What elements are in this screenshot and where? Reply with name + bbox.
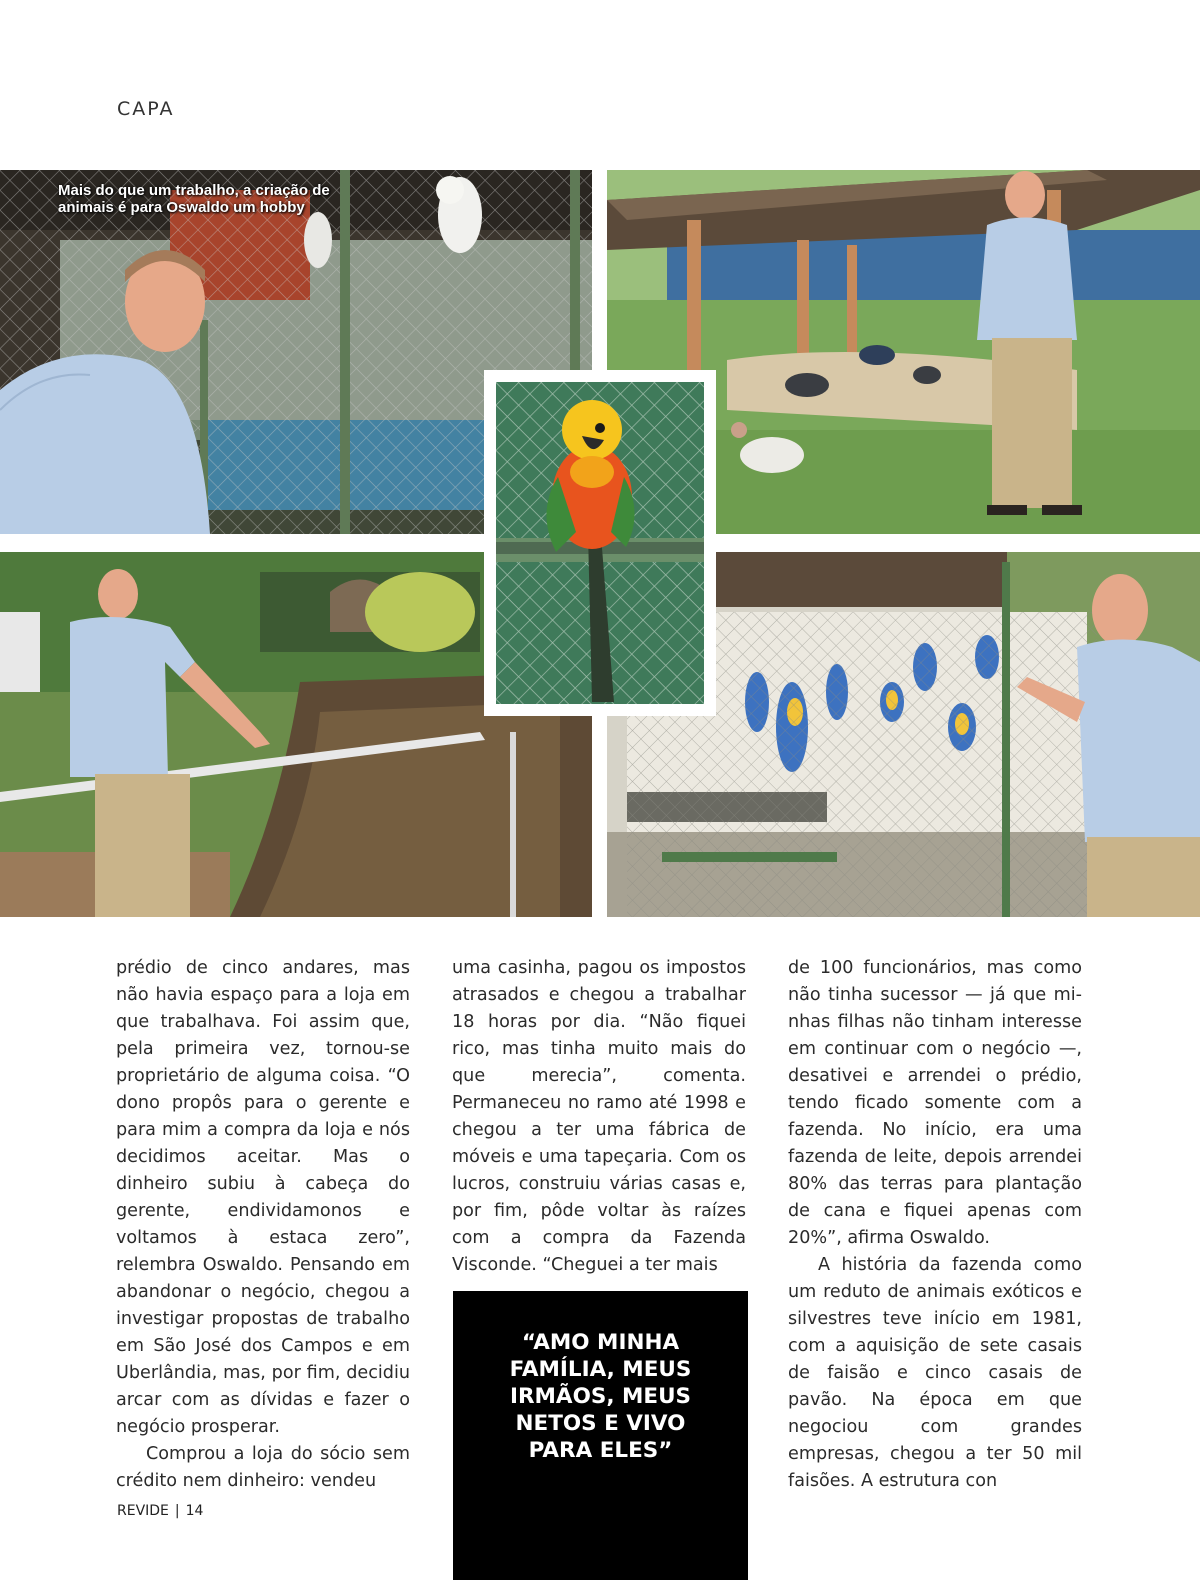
- magazine-name: REVIDE: [117, 1503, 169, 1519]
- footer-separator: |: [174, 1503, 180, 1519]
- page-footer: [117, 1503, 203, 1519]
- article-column-1: [116, 955, 410, 1495]
- article-column-3: [788, 955, 1082, 1495]
- section-label: CAPA: [117, 98, 175, 120]
- paragraph: A história da fazenda como um reduto de animais exóticos e silvestres teve início em 1981, com a aquisição de sete casais de faisão e cinco casais de pavão. Na época em que negociou com grandes empresas, chegou a ter 50 mil faisões. A estrutura con: [788, 1255, 1082, 1491]
- paragraph: prédio de cinco andares, mas não havia espaço para a loja em que trabalhava. Foi assim que, pela primeira vez, tornou-se proprietário de alguma coisa. “O dono propôs para o gerente e para mim a compra da loja e nós decidimos aceitar. Mas o dinheiro subiu à cabeça do gerente, endividamonos e voltamos à estaca zero”, relembra Oswaldo. Pensando em abandonar o negócio, chegou a investigar propostas de trabalho em São José dos Campos e em Uberlândia, mas, por fim, decidiu arcar com as dívidas e fazer o negócio prosperar.: [116, 958, 410, 1437]
- page-number: 14: [185, 1503, 204, 1519]
- pull-quote: “AMO MINHA FAMÍLIA, MEUS IRMÃOS, MEUS NETOS E VIVO PARA ELES”: [453, 1291, 748, 1580]
- article-column-2: [452, 955, 746, 1279]
- photo-parrot: [484, 370, 716, 716]
- photo-caption: Mais do que um trabalho, a criação de animais é para Oswaldo um hobby: [58, 182, 330, 216]
- paragraph: de 100 funcionários, mas como não tinha sucessor — já que minhas filhas não tinham interesse em continuar com o negócio —, desativei e arrendei o prédio, tendo ficado somente com a fazenda. No início, era uma fazenda de leite, depois arrendei 80% das terras para plantação de cana e fiquei apenas com 20%”, afirma Oswaldo.: [788, 958, 1082, 1248]
- paragraph: uma casinha, pagou os impostos atrasados e chegou a trabalhar 18 horas por dia. “Não fiquei rico, mas tinha muito mais do que merecia”, comenta. Permaneceu no ramo até 1998 e chegou a ter uma fábrica de móveis e uma tapeçaria. Com os lucros, construiu várias casas e, por fim, pôde voltar às raízes com a compra da Fazenda Visconde. “Cheguei a ter mais: [452, 958, 746, 1275]
- paragraph: Comprou a loja do sócio sem crédito nem dinheiro: vendeu: [116, 1444, 410, 1491]
